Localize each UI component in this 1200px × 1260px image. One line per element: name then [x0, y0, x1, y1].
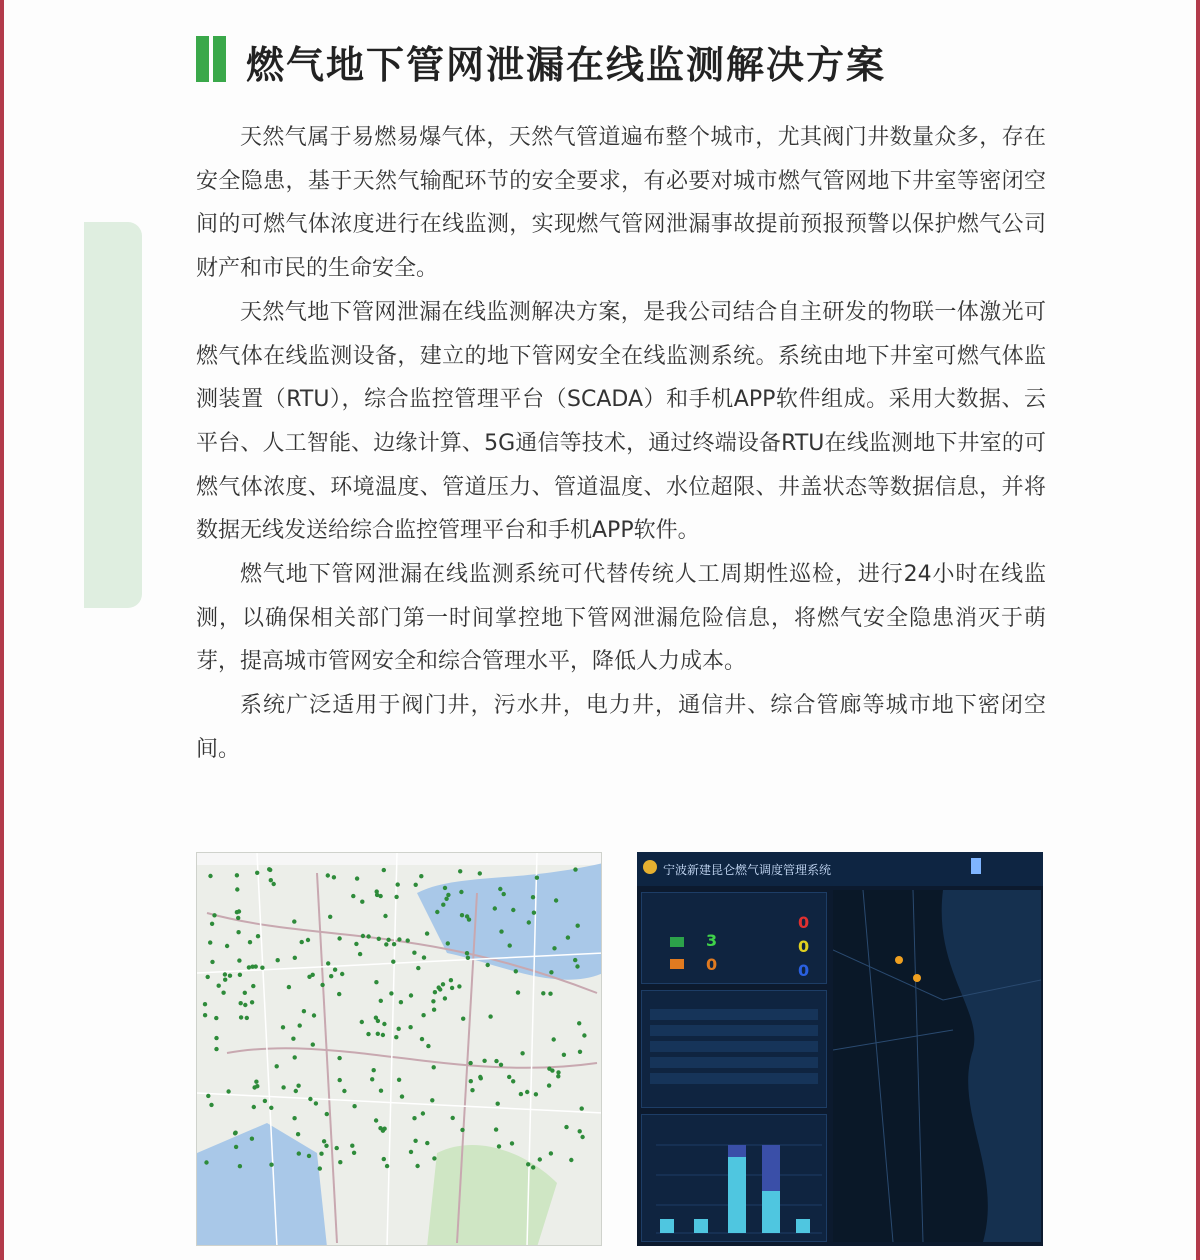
dashboard-header	[637, 852, 1043, 886]
monitor-point	[374, 1118, 378, 1122]
monitor-point	[514, 969, 518, 973]
monitor-point	[458, 869, 462, 873]
monitor-point	[392, 942, 396, 946]
monitor-point	[519, 1092, 523, 1096]
logo-icon	[643, 860, 657, 874]
monitor-point	[432, 1156, 436, 1160]
monitor-point	[320, 983, 324, 987]
monitor-point	[547, 1067, 551, 1071]
monitor-point	[208, 940, 212, 944]
page-title: 燃气地下管网泄漏在线监测解决方案	[246, 42, 887, 87]
paragraph: 天然气地下管网泄漏在线监测解决方案，是我公司结合自主研发的物联一体激光可燃气体在线监测设备，建立的地下管网安全在线监测系统。系统由地下井室可燃气体监测装置（RTU），综合监控管理平台（SCADA）和手机APP软件组成。采用大数据、云平台、人工智能、边缘计算、5G通信等技术，通过终端设备RTU在线监测地下井室的可燃气体浓度、环境温度、管道压力、管道温度、水位超限、井盖状态等数据信息，并将数据无线发送给综合监控管理平台和手机APP软件。	[196, 299, 1046, 544]
monitor-point	[578, 1050, 582, 1054]
monitor-point	[508, 943, 512, 947]
monitor-point	[433, 990, 437, 994]
monitor-point	[450, 986, 454, 990]
monitor-point	[311, 1042, 315, 1046]
monitor-point	[296, 1084, 300, 1088]
monitor-point	[502, 892, 506, 896]
monitor-point	[254, 964, 258, 968]
monitor-point	[360, 1020, 364, 1024]
monitor-point	[375, 893, 379, 897]
monitor-point	[208, 874, 212, 878]
monitor-point	[562, 1053, 566, 1057]
station-marker	[895, 956, 903, 964]
monitor-point	[498, 887, 502, 891]
monitor-point	[468, 1061, 472, 1065]
monitor-point	[381, 1033, 385, 1037]
monitor-point	[478, 1075, 482, 1079]
monitor-point	[210, 922, 214, 926]
monitor-point	[527, 920, 531, 924]
monitor-point	[328, 915, 332, 919]
monitor-point	[510, 1141, 514, 1145]
monitor-point	[469, 1079, 473, 1083]
monitor-point	[374, 980, 378, 984]
monitor-point	[511, 908, 515, 912]
monitor-point	[294, 1089, 298, 1093]
monitor-point	[287, 985, 291, 989]
monitor-point	[552, 946, 556, 950]
page-edge-left	[0, 0, 4, 1260]
monitor-point	[425, 931, 429, 935]
monitor-point	[400, 1094, 404, 1098]
monitor-point	[538, 1157, 542, 1161]
monitor-point	[409, 1150, 413, 1154]
monitor-point	[293, 1055, 297, 1059]
monitor-point	[281, 1025, 285, 1029]
chart-bar	[694, 1219, 708, 1233]
monitor-point	[332, 875, 336, 879]
monitor-point	[245, 1016, 249, 1020]
monitor-point	[394, 895, 398, 899]
monitor-point	[577, 1021, 581, 1025]
monitor-point	[397, 1027, 401, 1031]
monitor-point	[318, 1166, 322, 1170]
monitor-point	[223, 978, 227, 982]
monitor-point	[243, 991, 247, 995]
monitor-point	[298, 1023, 302, 1027]
data-table-panel	[641, 990, 827, 1108]
monitor-point	[383, 914, 387, 918]
monitor-point	[338, 1160, 342, 1164]
monitor-point	[426, 1044, 430, 1048]
alarm-level2-count: 0	[798, 937, 810, 956]
monitor-point	[465, 951, 469, 955]
alarm-level3-count: 0	[798, 961, 810, 980]
monitor-point	[421, 1013, 425, 1017]
monitor-point	[566, 935, 570, 939]
monitor-point	[366, 934, 370, 938]
bar-chart	[642, 1115, 826, 1241]
monitor-point	[326, 873, 330, 877]
monitor-point	[382, 1127, 386, 1131]
monitor-point	[420, 1037, 424, 1041]
monitor-point	[268, 868, 272, 872]
monitor-point	[384, 942, 388, 946]
page-edge-right	[1196, 0, 1200, 1260]
monitor-point	[421, 1111, 425, 1115]
monitor-point	[488, 1014, 492, 1018]
monitor-point	[352, 1151, 356, 1155]
monitor-point	[582, 1033, 586, 1037]
monitor-point	[549, 970, 553, 974]
monitor-point	[254, 1080, 258, 1084]
monitor-point	[497, 1144, 501, 1148]
monitor-point	[239, 1001, 243, 1005]
monitor-point	[386, 938, 390, 942]
monitor-point	[576, 924, 580, 928]
monitor-point	[397, 937, 401, 941]
chart-bar	[762, 1191, 780, 1233]
monitor-point	[389, 991, 393, 995]
monitor-point	[531, 895, 535, 899]
monitor-point	[296, 1132, 300, 1136]
monitor-point	[564, 1125, 568, 1129]
monitor-point	[337, 1056, 341, 1060]
monitor-point	[250, 1000, 254, 1004]
monitor-point	[360, 900, 364, 904]
monitor-point	[535, 876, 539, 880]
monitor-point	[493, 906, 497, 910]
monitor-point	[547, 1083, 551, 1087]
monitor-point	[526, 1162, 530, 1166]
alarm-level1-count: 0	[798, 913, 810, 932]
monitor-point	[441, 982, 445, 986]
monitor-point	[541, 991, 545, 995]
monitor-point	[379, 1089, 383, 1093]
monitor-point	[233, 1131, 237, 1135]
monitor-point	[337, 992, 341, 996]
monitor-point	[396, 882, 400, 886]
monitor-point	[252, 1105, 256, 1109]
monitor-point	[235, 887, 239, 891]
dark-map	[833, 890, 1041, 1242]
monitor-point	[466, 956, 470, 960]
monitor-point	[494, 1127, 498, 1131]
monitor-point	[507, 1075, 511, 1079]
monitor-point	[302, 1009, 306, 1013]
monitor-point	[214, 1036, 218, 1040]
monitor-point	[340, 972, 344, 976]
monitor-point	[460, 1128, 464, 1132]
monitor-point	[486, 963, 490, 967]
monitor-point	[234, 1145, 238, 1149]
monitor-point	[437, 985, 441, 989]
monitor-point	[308, 1097, 312, 1101]
monitor-point	[366, 1032, 370, 1036]
monitor-point	[482, 1059, 486, 1063]
monitor-point	[432, 1065, 436, 1069]
monitor-point	[470, 1088, 474, 1092]
monitor-point	[269, 1106, 273, 1110]
monitor-point	[412, 1116, 416, 1120]
monitor-point	[382, 1022, 386, 1026]
monitor-point	[333, 968, 337, 972]
monitor-point	[217, 984, 221, 988]
monitor-point	[307, 1154, 311, 1158]
monitor-point	[494, 1059, 498, 1063]
monitor-point	[238, 1164, 242, 1168]
monitor-point	[451, 1116, 455, 1120]
monitor-point	[312, 1013, 316, 1017]
monitor-point	[350, 1144, 354, 1148]
monitor-point	[212, 913, 216, 917]
monitor-point	[531, 1165, 535, 1169]
station-marker	[913, 974, 921, 982]
monitor-point	[580, 1106, 584, 1110]
monitor-point	[226, 1089, 230, 1093]
monitor-point	[292, 1116, 296, 1120]
monitor-point	[235, 910, 239, 914]
monitor-point	[204, 1160, 208, 1164]
monitor-point	[300, 940, 304, 944]
monitor-point	[275, 1064, 279, 1068]
monitor-point	[351, 894, 355, 898]
monitor-point	[263, 1099, 267, 1103]
monitor-point	[532, 911, 536, 915]
monitor-point	[370, 1077, 374, 1081]
monitor-point	[248, 940, 252, 944]
dashboard-title: 宁波新建昆仑燃气调度管理系统	[663, 863, 832, 877]
monitor-point	[342, 1089, 346, 1093]
monitor-point	[460, 913, 464, 917]
monitor-point	[243, 1003, 247, 1007]
monitor-point	[443, 996, 447, 1000]
monitor-point	[374, 1016, 378, 1020]
monitor-point	[221, 991, 225, 995]
monitor-point	[446, 941, 450, 945]
monitor-point	[335, 1146, 339, 1150]
monitor-point	[422, 955, 426, 959]
monitor-point	[255, 871, 259, 875]
monitor-point	[415, 1164, 419, 1168]
monitor-point	[293, 956, 297, 960]
monitor-point	[467, 917, 471, 921]
monitor-point	[214, 1016, 218, 1020]
monitor-point	[412, 951, 416, 955]
monitor-point	[459, 890, 463, 894]
monitor-point	[354, 942, 358, 946]
monitor-point	[408, 1025, 412, 1029]
monitor-point	[256, 934, 260, 938]
offline-indicator	[670, 959, 684, 969]
monitor-point	[276, 958, 280, 962]
chart-bar	[660, 1219, 674, 1233]
monitor-point	[575, 964, 579, 968]
monitor-point	[569, 1158, 573, 1162]
monitor-point	[306, 938, 310, 942]
table-row	[650, 1025, 818, 1036]
monitor-point	[378, 1126, 382, 1130]
monitor-point	[549, 1151, 553, 1155]
paragraph: 燃气地下管网泄漏在线监测系统可代替传统人工周期性巡检，进行24小时在线监测，以确保相关部门第一时间掌控地下管网泄漏危险信息，将燃气安全隐患消灭于萌芽，提高城市管网安全和综合管理水平，降低人力成本。	[196, 562, 1046, 675]
monitor-point	[430, 1098, 434, 1102]
side-tab	[84, 222, 142, 608]
monitor-point	[406, 938, 410, 942]
monitor-point	[338, 1078, 342, 1082]
monitor-point	[580, 1135, 584, 1139]
monitor-point	[449, 978, 453, 982]
monitor-point	[228, 974, 232, 978]
monitor-point	[237, 958, 241, 962]
monitor-point	[435, 910, 439, 914]
monitor-point	[297, 1151, 301, 1155]
monitor-point	[251, 984, 255, 988]
monitor-point	[206, 1094, 210, 1098]
monitor-point	[394, 1035, 398, 1039]
monitor-point	[337, 936, 341, 940]
monitor-point	[247, 965, 251, 969]
monitor-point	[382, 868, 386, 872]
monitor-point	[548, 992, 552, 996]
monitor-point	[361, 934, 365, 938]
monitor-point	[291, 1037, 295, 1041]
monitor-point	[399, 1000, 403, 1004]
monitor-point	[457, 984, 461, 988]
online-indicator	[670, 937, 684, 947]
monitor-point	[236, 916, 240, 920]
monitor-point	[324, 1144, 328, 1148]
monitor-point	[250, 1137, 254, 1141]
monitor-point	[573, 867, 577, 871]
monitor-point	[409, 993, 413, 997]
monitor-point	[446, 893, 450, 897]
chart-bar	[728, 1157, 746, 1233]
monitor-point	[203, 1013, 207, 1017]
monitor-point	[391, 960, 395, 964]
monitor-point	[223, 972, 227, 976]
paragraph: 天然气属于易燃易爆气体，天然气管道遍布整个城市，尤其阀门井数量众多，存在安全隐患，基于天然气输配环节的安全要求，有必要对城市燃气管网地下井室等密闭空间的可燃气体浓度进行在线监测，实现燃气管网泄漏事故提前预报预警以保护燃气公司财产和市民的生命安全。	[196, 125, 1046, 282]
monitor-point	[255, 1084, 259, 1088]
body-text	[196, 116, 1046, 772]
monitor-point	[499, 929, 503, 933]
table-row	[650, 1041, 818, 1052]
monitor-point	[314, 1101, 318, 1105]
chart-bar	[728, 1145, 746, 1157]
monitor-point	[534, 1092, 538, 1096]
monitor-point	[552, 1037, 556, 1041]
monitor-point	[382, 1157, 386, 1161]
paragraph: 系统广泛适用于阀门井，污水井，电力井，通信井、综合管廊等城市地下密闭空间。	[196, 693, 1046, 762]
monitor-point	[292, 919, 296, 923]
monitor-point	[203, 1002, 207, 1006]
monitor-point	[573, 958, 577, 962]
monitor-point	[385, 1164, 389, 1168]
monitor-point	[554, 898, 558, 902]
monitor-point	[496, 1102, 500, 1106]
monitor-point	[379, 999, 383, 1003]
monitor-point	[210, 960, 214, 964]
monitor-point	[319, 1152, 323, 1156]
monitor-point	[322, 1139, 326, 1143]
monitor-point	[414, 883, 418, 887]
monitor-point	[235, 873, 239, 877]
device-icon	[971, 858, 981, 874]
online-count: 3	[706, 931, 718, 950]
monitor-point	[269, 1163, 273, 1167]
monitor-point	[444, 897, 448, 901]
table-row	[650, 1009, 818, 1020]
monitor-point	[419, 874, 423, 878]
monitor-point	[431, 999, 435, 1003]
monitor-point	[499, 1063, 503, 1067]
monitor-point	[377, 937, 381, 941]
monitor-point	[416, 966, 420, 970]
monitor-point	[281, 1085, 285, 1089]
monitor-point	[520, 1051, 524, 1055]
map-screenshot	[196, 852, 602, 1246]
monitor-point	[556, 1070, 560, 1074]
monitor-point	[214, 1047, 218, 1051]
monitor-point	[413, 1139, 417, 1143]
table-row	[650, 1057, 818, 1068]
monitor-point	[397, 1078, 401, 1082]
title-marker-bar	[196, 36, 209, 82]
monitor-point	[311, 973, 315, 977]
monitor-point	[478, 871, 482, 875]
dashboard-screenshot	[637, 852, 1043, 1246]
monitor-point	[209, 1103, 213, 1107]
map-image	[197, 853, 602, 1246]
table-row	[650, 1073, 818, 1084]
monitor-point	[269, 878, 273, 882]
monitor-point	[556, 1074, 560, 1078]
offline-count: 0	[706, 955, 718, 974]
monitor-point	[326, 961, 330, 965]
title-marker-bar	[213, 36, 226, 82]
monitor-point	[441, 903, 445, 907]
monitor-point	[239, 1015, 243, 1019]
monitor-point	[443, 886, 447, 890]
monitor-point	[272, 882, 276, 886]
monitor-point	[516, 990, 520, 994]
monitor-point	[432, 1008, 436, 1012]
bar-chart-panel	[641, 1114, 827, 1242]
monitor-point	[260, 966, 264, 970]
monitor-point	[206, 975, 210, 979]
monitor-point	[236, 930, 240, 934]
monitor-point	[525, 1090, 529, 1094]
monitor-point	[461, 1017, 465, 1021]
monitor-point	[325, 1112, 329, 1116]
monitor-point	[372, 1068, 376, 1072]
monitor-point	[578, 1129, 582, 1133]
monitor-point	[238, 973, 242, 977]
monitor-point	[511, 1079, 515, 1083]
monitor-point	[352, 1104, 356, 1108]
monitor-point	[355, 876, 359, 880]
chart-bar	[762, 1145, 780, 1191]
monitor-point	[358, 952, 362, 956]
chart-bar	[796, 1219, 810, 1233]
monitor-point	[376, 1032, 380, 1036]
monitor-point	[225, 944, 229, 948]
monitor-point	[329, 974, 333, 978]
monitor-point	[425, 1141, 429, 1145]
device-panel	[641, 892, 827, 984]
